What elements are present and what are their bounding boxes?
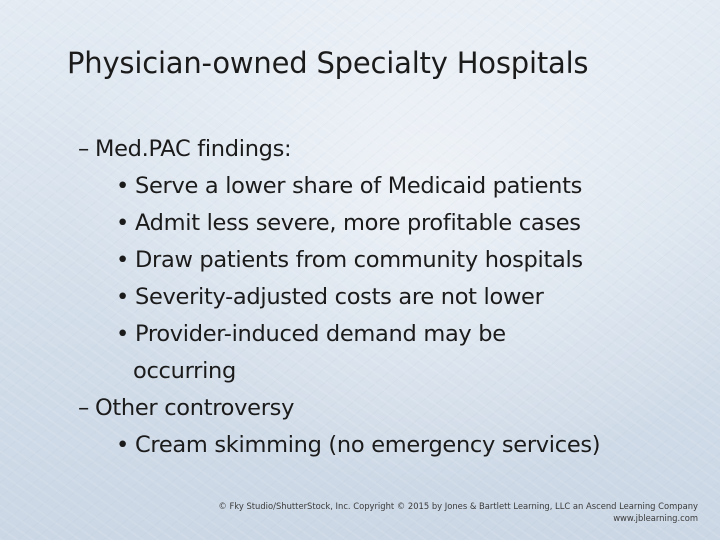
- bullet-marker: •: [116, 284, 129, 310]
- section-heading-medpac: [78, 136, 291, 162]
- bullet-item: [116, 247, 583, 273]
- bullet-marker: •: [116, 321, 129, 347]
- section-heading-text: Other controversy: [94, 395, 295, 421]
- publisher-website: www.jblearning.com: [613, 513, 698, 523]
- bullet-continuation: occurring: [133, 358, 236, 384]
- bullet-marker: •: [116, 247, 129, 273]
- bullet-text: Provider-induced demand may be: [134, 321, 506, 347]
- bullet-marker: •: [116, 432, 129, 458]
- slide-title: Physician-owned Specialty Hospitals: [67, 46, 589, 80]
- bullet-item: [116, 321, 506, 347]
- bullet-text: Admit less severe, more profitable cases: [134, 210, 581, 236]
- bullet-text: Cream skimming (no emergency services): [134, 432, 601, 458]
- bullet-text: Severity-adjusted costs are not lower: [134, 284, 544, 310]
- bullet-marker: •: [116, 210, 129, 236]
- dash-marker: –: [78, 395, 89, 421]
- bullet-marker: •: [116, 173, 129, 199]
- section-heading-other: [78, 395, 294, 421]
- bullet-item: [116, 432, 600, 458]
- bullet-item: [116, 173, 582, 199]
- section-heading-text: Med.PAC findings:: [94, 136, 292, 162]
- copyright-footer: [218, 500, 698, 524]
- bullet-item: [116, 284, 544, 310]
- copyright-text: © Fky Studio/ShutterStock, Inc. Copyright © 2015 by Jones & Bartlett Learning, LLC an Ascend Learning Company: [218, 501, 698, 511]
- bullet-text: Serve a lower share of Medicaid patients: [134, 173, 583, 199]
- dash-marker: –: [78, 136, 89, 162]
- bullet-item: [116, 210, 581, 236]
- bullet-text: Draw patients from community hospitals: [134, 247, 583, 273]
